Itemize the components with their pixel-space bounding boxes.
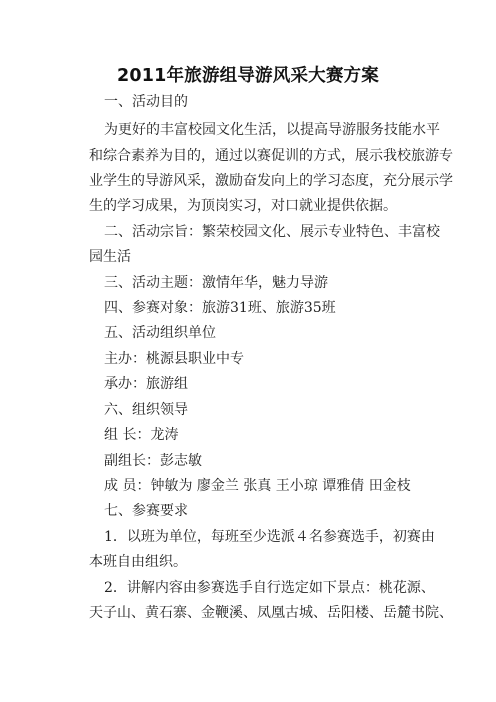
section-heading-aim: 二、活动宗旨：繁荣校园文化、展示专业特色、丰富校: [104, 224, 440, 240]
section-heading-organizers: 五、活动组织单位: [104, 325, 216, 341]
document-title: 2011年旅游组导游风采大赛方案: [117, 66, 379, 86]
paragraph-line: 天子山、黄石寨、金鞭溪、凤凰古城、岳阳楼、岳麓书院、: [89, 605, 453, 621]
paragraph-line: 业学生的导游风采，激励奋发向上的学习态度，充分展示学: [89, 173, 453, 189]
section-heading-purpose: 一、活动目的: [104, 94, 188, 110]
leader-line: 组 长：龙涛: [104, 427, 179, 443]
paragraph-line: 为更好的丰富校园文化生活，以提高导游服务技能水平: [104, 122, 440, 138]
members-line: 成 员：钟敏为 廖金兰 张真 王小琼 谭雅倩 田金枝: [104, 478, 411, 494]
paragraph-line: 生的学习成果，为顶岗实习，对口就业提供依据。: [89, 198, 397, 214]
deputy-leader-line: 副组长：彭志敏: [104, 453, 202, 469]
section-heading-requirements: 七、参赛要求: [104, 503, 188, 519]
requirement-item: 1．以班为单位，每班至少选派４名参赛选手，初赛由: [104, 529, 435, 545]
section-heading-theme: 三、活动主题：激情年华，魅力导游: [104, 275, 328, 291]
paragraph-line: 本班自由组织。: [89, 554, 187, 570]
requirement-item: 2．讲解内容由参赛选手自行选定如下景点：桃花源、: [104, 580, 435, 596]
host-line: 主办：桃源县职业中专: [104, 351, 244, 367]
paragraph-line: 和综合素养为目的，通过以赛促训的方式，展示我校旅游专: [89, 148, 453, 164]
section-heading-participants: 四、参赛对象：旅游31班、旅游35班: [104, 300, 336, 316]
section-heading-leadership: 六、组织领导: [104, 402, 188, 418]
organizer-line: 承办：旅游组: [104, 376, 188, 392]
paragraph-line: 园生活: [89, 249, 131, 265]
